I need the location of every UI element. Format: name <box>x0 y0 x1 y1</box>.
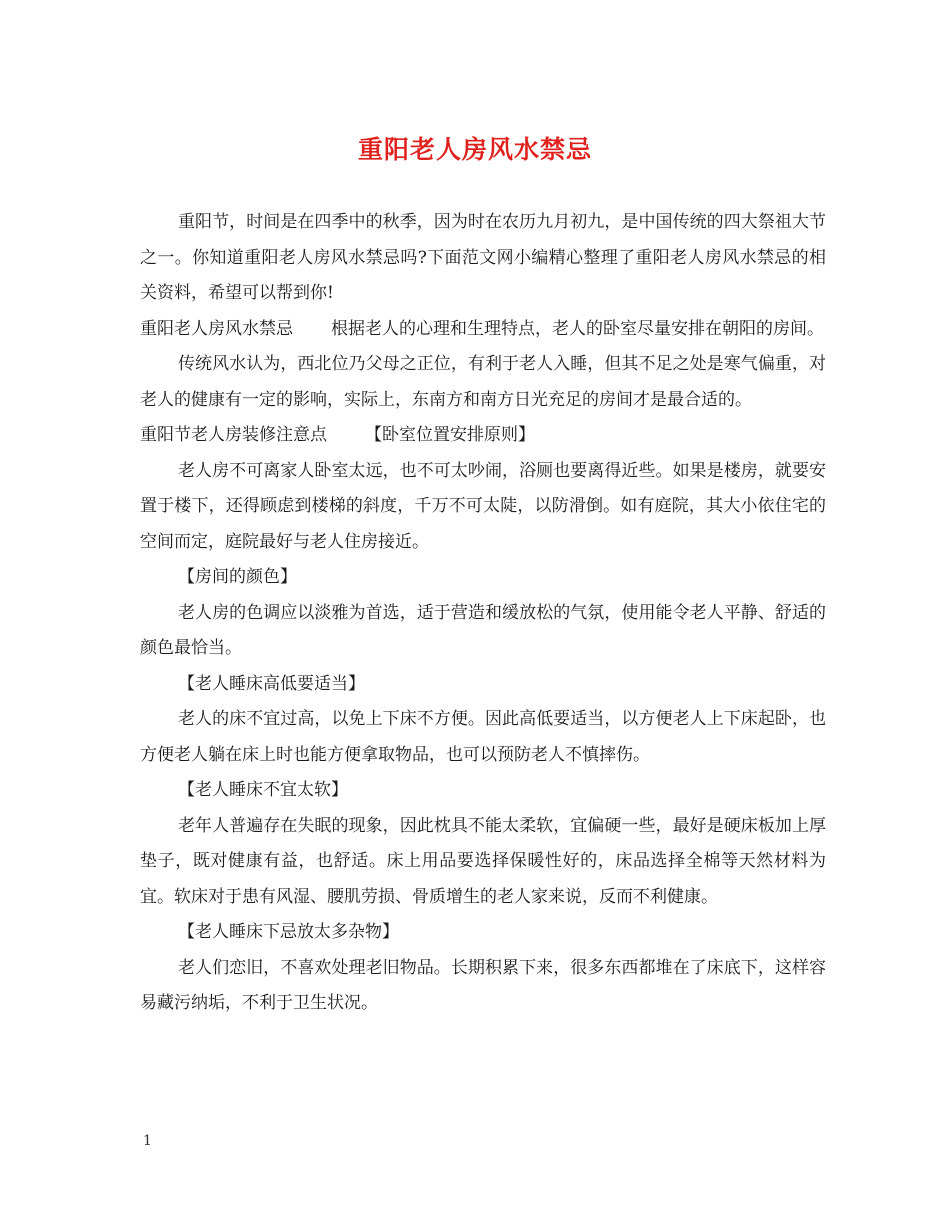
subheading: 【卧室位置安排原则】 <box>365 425 535 445</box>
paragraph-decoration-notes <box>140 418 826 454</box>
document-title: 重阳老人房风水禁忌 <box>357 135 592 164</box>
paragraph-under-bed: 老人们恋旧，不喜欢处理老旧物品。长期积累下来，很多东西都堆在了床底下，这样容易藏污纳垢，不利于卫生状况。 <box>140 957 826 1013</box>
paragraph-traditional-fengshui: 传统风水认为，西北位乃父母之正位，有利于老人入睡，但其不足之处是寒气偏重，对老人的健康有一定的影响，实际上，东南方和南方日光充足的房间才是最合适的。 <box>140 354 826 410</box>
paragraph-bedroom-position: 老人房不可离家人卧室太远，也不可太吵闹，浴厕也要离得近些。如果是楼房，就要安置于楼下，还得顾虑到楼梯的斜度，千万不可太陡，以防滑倒。如有庭院，其大小依住宅的空间而定，庭院最好与老人住房接近。 <box>140 460 826 552</box>
section-label: 重阳节老人房装修注意点 <box>140 425 327 445</box>
subheading-room-color: 【房间的颜色】 <box>178 567 297 587</box>
page-number: 1 <box>143 1133 152 1149</box>
paragraph-bed-softness: 老年人普遍存在失眠的现象，因此枕具不能太柔软，宜偏硬一些，最好是硬床板加上厚垫子，既对健康有益，也舒适。床上用品要选择保暖性好的，床品选择全棉等天然材料为宜。软床对于患有风湿、腰肌劳损、骨质增生的老人家来说，反而不利健康。 <box>140 815 826 907</box>
paragraph-bed-height: 老人的床不宜过高，以免上下床不方便。因此高低要适当，以方便老人上下床起卧，也方便老人躺在床上时也能方便拿取物品，也可以预防老人不慎摔伤。 <box>140 709 826 765</box>
section-label: 重阳老人房风水禁忌 <box>140 318 293 339</box>
paragraph-text: 根据老人的心理和生理特点，老人的卧室尽量安排在朝阳的房间。 <box>331 318 824 339</box>
document-body <box>140 205 826 1022</box>
paragraph-room-color: 老人房的色调应以淡雅为首选，适于营造和缓放松的气氛，使用能令老人平静、舒适的颜色最恰当。 <box>140 602 826 658</box>
subheading-bed-height: 【老人睡床高低要适当】 <box>178 673 365 694</box>
subheading-bed-softness: 【老人睡床不宜太软】 <box>178 780 348 800</box>
subheading-under-bed: 【老人睡床下忌放太多杂物】 <box>178 922 399 942</box>
paragraph-intro: 重阳节，时间是在四季中的秋季，因为时在农历九月初九，是中国传统的四大祭祖大节之一。你知道重阳老人房风水禁忌吗?下面范文网小编精心整理了重阳老人房风水禁忌的相关资料，希望可以帮到你! <box>140 212 826 303</box>
paragraph-bedroom-orientation <box>140 312 826 348</box>
